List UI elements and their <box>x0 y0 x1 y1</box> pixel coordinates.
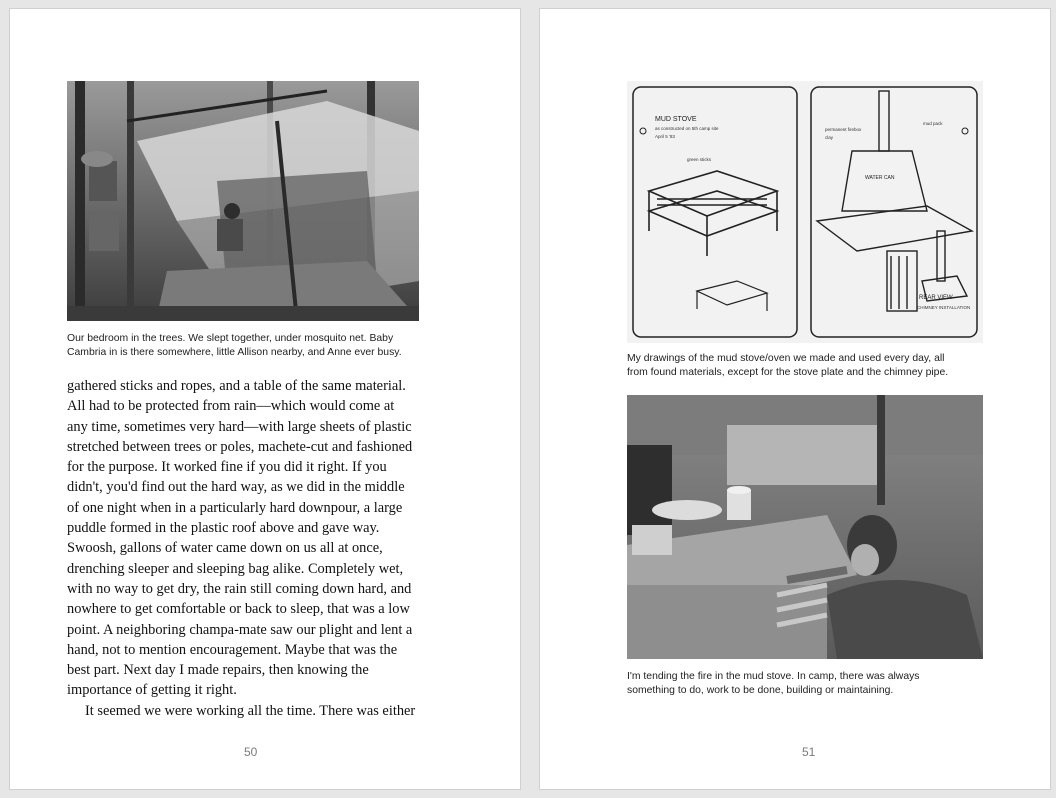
left-page <box>9 8 521 790</box>
bedroom-caption <box>67 332 402 360</box>
sketch-label: mud pack <box>923 121 943 126</box>
sketch-label: green sticks <box>687 157 712 162</box>
caption-line: something to do, work to be done, building or maintaining. <box>627 685 894 696</box>
right-page <box>539 8 1051 790</box>
bedroom-photo <box>67 81 419 321</box>
mud-stove-sketch <box>627 81 983 343</box>
stove-photo-caption <box>627 670 920 698</box>
text-line: hand, not to mention encouragement. Maybe that was the <box>67 641 398 658</box>
text-line: It seemed we were working all the time. There was either <box>85 702 416 719</box>
text-line: nowhere to get comfortable or back to sleep, that was a low <box>67 601 410 618</box>
text-line: All had to be protected from rain—which would come at <box>67 398 395 415</box>
sketch-label: REAR VIEW <box>919 295 953 301</box>
page-number: 50 <box>244 745 258 759</box>
sketch-icon <box>627 81 983 343</box>
text-line: drenching sleeper and sleeping bag alike. Completely wet, <box>67 560 404 577</box>
text-line: of one night when in a particularly hard downpour, a large <box>67 499 403 516</box>
text-line: puddle formed in the plastic roof above and gave way. <box>67 520 380 537</box>
text-line: any time, sometimes very hard—with large sheets of plastic <box>67 418 412 435</box>
sketch-label: permanent firebox <box>825 127 862 132</box>
text-line: Swoosh, gallons of water came down on us all at once, <box>67 540 383 557</box>
stove-photo <box>627 395 983 659</box>
sketch-date: April 5 '83 <box>655 134 675 139</box>
text-line: didn't, you'd find out the hard way, as we did in the middle <box>67 479 405 496</box>
sketch-label: WATER CAN <box>865 175 895 181</box>
body-text <box>67 376 447 721</box>
text-line: importance of getting it right. <box>67 682 237 699</box>
sketch-subtitle: as constructed on 5th camp site <box>655 126 719 131</box>
sketch-label: CHIMNEY INSTALLATION <box>917 305 971 310</box>
text-line: best part. Next day I made repairs, then knowing the <box>67 662 369 679</box>
stove-photo-icon <box>627 395 983 659</box>
caption-line: I'm tending the fire in the mud stove. In camp, there was always <box>627 671 920 682</box>
bedroom-photo-icon <box>67 81 419 321</box>
caption-line: from found materials, except for the stove plate and the chimney pipe. <box>627 367 949 378</box>
sketch-title: MUD STOVE <box>655 116 697 123</box>
sketch-label: clay <box>825 135 834 140</box>
caption-line: Our bedroom in the trees. We slept together, under mosquito net. Baby <box>67 333 394 344</box>
caption-line: My drawings of the mud stove/oven we made and used every day, all <box>627 353 945 364</box>
text-line: for the purpose. It worked fine if you did it right. If you <box>67 459 387 476</box>
text-line: gathered sticks and ropes, and a table of the same material. <box>67 378 406 394</box>
text-line: stretched between trees or poles, machete-cut and fashioned <box>67 438 413 455</box>
page-number: 51 <box>802 745 816 759</box>
text-line: with no way to get dry, the rain still coming down hard, and <box>67 580 412 597</box>
sketch-caption <box>627 352 948 380</box>
text-line: point. A neighboring champa-mate saw our plight and lent a <box>67 621 413 638</box>
caption-line: Cambria in is there somewhere, little Allison nearby, and Anne ever busy. <box>67 347 402 358</box>
